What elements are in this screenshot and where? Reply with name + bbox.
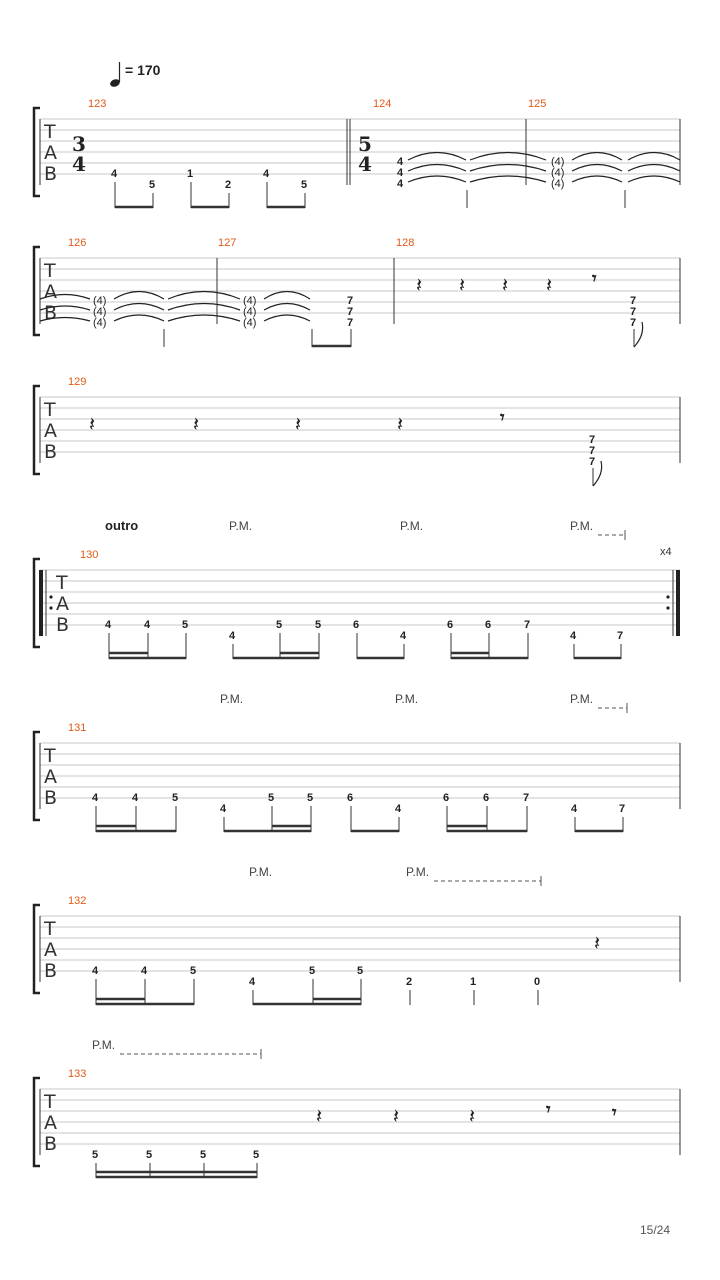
- fret-number: 4: [229, 630, 236, 642]
- bar-number: 124: [373, 98, 392, 110]
- tab-clef-a: A: [44, 281, 57, 303]
- bar-number: 123: [88, 98, 107, 110]
- fret-number: 6: [347, 792, 354, 804]
- fret-number: (4): [93, 295, 107, 307]
- system-row-7: [34, 1038, 680, 1178]
- system-bracket: [34, 1078, 40, 1166]
- fret-number: 5: [172, 792, 179, 804]
- fret-number: 7: [524, 619, 531, 631]
- fret-number: 5: [268, 792, 275, 804]
- fret-number: 4: [400, 630, 407, 642]
- fret-number: 7: [630, 295, 637, 307]
- fret-number: 6: [447, 619, 454, 631]
- fret-number: (4): [551, 156, 565, 168]
- fret-number: 4: [397, 178, 404, 190]
- fret-number: 6: [485, 619, 492, 631]
- tab-clef-t: T: [44, 745, 56, 767]
- palm-mute-label: P.M.: [395, 692, 419, 706]
- fret-number: 4: [132, 792, 139, 804]
- tab-clef-t: T: [44, 1091, 56, 1113]
- bar-number: 133: [68, 1068, 87, 1080]
- tab-clef-t: T: [44, 399, 56, 421]
- quarter-rest-icon: 𝄽: [397, 412, 404, 436]
- fret-number: (4): [243, 317, 257, 329]
- time-signature-bottom: 4: [72, 152, 86, 176]
- fret-number: 7: [523, 792, 530, 804]
- fret-number: 5: [315, 619, 322, 631]
- tab-clef-a: A: [44, 420, 57, 442]
- palm-mute-label: P.M.: [220, 692, 244, 706]
- bar-number: 125: [528, 98, 547, 110]
- palm-mute-label: P.M.: [92, 1038, 116, 1052]
- tab-clef-a: A: [44, 1112, 57, 1134]
- palm-mute-label: P.M.: [249, 865, 273, 879]
- fret-number: 4: [92, 965, 99, 977]
- fret-number: 7: [347, 295, 354, 307]
- fret-number: 5: [146, 1149, 153, 1161]
- fret-number: 4: [144, 619, 151, 631]
- system-bracket: [34, 732, 40, 820]
- fret-number: 6: [483, 792, 490, 804]
- bar-number: 130: [80, 549, 99, 561]
- fret-number: 6: [353, 619, 360, 631]
- system-row-5: [34, 692, 680, 832]
- fret-number: 4: [111, 168, 118, 180]
- system-bracket: [34, 247, 40, 335]
- tab-clef-b: B: [56, 614, 70, 636]
- fret-number: (4): [551, 167, 565, 179]
- fret-number: 7: [630, 317, 637, 329]
- fret-number: 5: [276, 619, 283, 631]
- fret-number: (4): [93, 317, 107, 329]
- quarter-rest-icon: 𝄽: [393, 1104, 400, 1128]
- fret-number: (4): [551, 178, 565, 190]
- fret-number: 4: [395, 803, 402, 815]
- fret-number: 5: [92, 1149, 99, 1161]
- fret-number: 5: [309, 965, 316, 977]
- fret-number: 0: [534, 976, 541, 988]
- section-label: outro: [105, 518, 139, 533]
- quarter-rest-icon: 𝄽: [459, 273, 466, 297]
- page-number: 15/24: [640, 1223, 671, 1237]
- fret-number: 4: [105, 619, 112, 631]
- system-row-1: [34, 98, 680, 208]
- tab-clef-t: T: [44, 918, 56, 940]
- repeat-start-bar: [39, 570, 43, 636]
- fret-number: 7: [589, 456, 596, 468]
- tab-clef-a: A: [44, 766, 57, 788]
- system-row-6: [34, 865, 680, 1005]
- palm-mute-label: P.M.: [229, 519, 253, 533]
- sixteenth-rest-icon: 𝄾: [612, 1103, 617, 1123]
- fret-number: (4): [243, 295, 257, 307]
- fret-number: 4: [571, 803, 578, 815]
- fret-number: 7: [630, 306, 637, 318]
- fret-number: 4: [397, 156, 404, 168]
- tab-clef-b: B: [44, 163, 58, 185]
- quarter-rest-icon: 𝄽: [469, 1104, 476, 1128]
- eighth-rest-icon: 𝄾: [546, 1100, 551, 1120]
- tab-clef-b: B: [44, 787, 58, 809]
- system-bracket: [34, 905, 40, 993]
- fret-number: (4): [93, 306, 107, 318]
- quarter-rest-icon: 𝄽: [295, 412, 302, 436]
- fret-number: 4: [570, 630, 577, 642]
- fret-number: 5: [149, 179, 156, 191]
- fret-number: (4): [243, 306, 257, 318]
- system-row-4: [34, 518, 680, 659]
- bar-number: 126: [68, 237, 87, 249]
- fret-number: 5: [182, 619, 189, 631]
- tempo-marking: [109, 62, 161, 88]
- fret-number: 1: [470, 976, 477, 988]
- quarter-rest-icon: 𝄽: [193, 412, 200, 436]
- fret-number: 1: [187, 168, 194, 180]
- tab-clef-b: B: [44, 441, 58, 463]
- fret-number: 4: [397, 167, 404, 179]
- fret-number: 4: [249, 976, 256, 988]
- tab-clef-b: B: [44, 302, 58, 324]
- fret-number: 6: [443, 792, 450, 804]
- tempo-text: = 170: [125, 62, 161, 78]
- repeat-end-bar: [676, 570, 680, 636]
- tab-clef-a: A: [56, 593, 69, 615]
- quarter-rest-icon: 𝄽: [546, 273, 553, 297]
- system-bracket: [34, 386, 40, 474]
- bar-number: 129: [68, 376, 87, 388]
- fret-number: 4: [220, 803, 227, 815]
- tab-clef-a: A: [44, 939, 57, 961]
- fret-number: 5: [190, 965, 197, 977]
- fret-number: 7: [347, 317, 354, 329]
- fret-number: 5: [301, 179, 308, 191]
- bar-number: 132: [68, 895, 87, 907]
- palm-mute-label: P.M.: [400, 519, 424, 533]
- tab-clef-t: T: [56, 572, 68, 594]
- fret-number: 7: [617, 630, 624, 642]
- tab-clef-t: T: [44, 260, 56, 282]
- eighth-rest-icon: 𝄾: [500, 408, 505, 428]
- fret-number: 4: [263, 168, 270, 180]
- time-signature-top: 5: [358, 132, 372, 156]
- fret-number: 4: [141, 965, 148, 977]
- tab-clef-a: A: [44, 142, 57, 164]
- palm-mute-label: P.M.: [570, 692, 594, 706]
- palm-mute-label: P.M.: [406, 865, 430, 879]
- fret-number: 5: [253, 1149, 260, 1161]
- fret-number: 7: [589, 445, 596, 457]
- quarter-rest-icon: 𝄽: [316, 1104, 323, 1128]
- tie-icon: [408, 153, 466, 183]
- fret-number: 7: [619, 803, 626, 815]
- fret-number: 5: [307, 792, 314, 804]
- fret-number: 4: [92, 792, 99, 804]
- time-signature-bottom: 4: [358, 152, 372, 176]
- quarter-rest-icon: 𝄽: [416, 273, 423, 297]
- bar-number: 128: [396, 237, 415, 249]
- tab-clef-b: B: [44, 1133, 58, 1155]
- bar-number: 131: [68, 722, 87, 734]
- eighth-rest-icon: 𝄾: [592, 269, 597, 289]
- system-bracket: [34, 108, 40, 196]
- tab-clef-b: B: [44, 960, 58, 982]
- time-signature-top: 3: [72, 132, 86, 156]
- fret-number: 2: [406, 976, 413, 988]
- repeat-count: x4: [660, 546, 672, 558]
- bar-number: 127: [218, 237, 237, 249]
- system-row-3: [34, 376, 680, 486]
- quarter-rest-icon: 𝄽: [502, 273, 509, 297]
- fret-number: 7: [589, 434, 596, 446]
- palm-mute-label: P.M.: [570, 519, 594, 533]
- fret-number: 5: [357, 965, 364, 977]
- system-row-2: [34, 237, 680, 347]
- fret-number: 7: [347, 306, 354, 318]
- quarter-rest-icon: 𝄽: [89, 412, 96, 436]
- quarter-rest-icon: 𝄽: [594, 931, 601, 955]
- fret-number: 2: [225, 179, 232, 191]
- tab-clef-t: T: [44, 121, 56, 143]
- fret-number: 5: [200, 1149, 207, 1161]
